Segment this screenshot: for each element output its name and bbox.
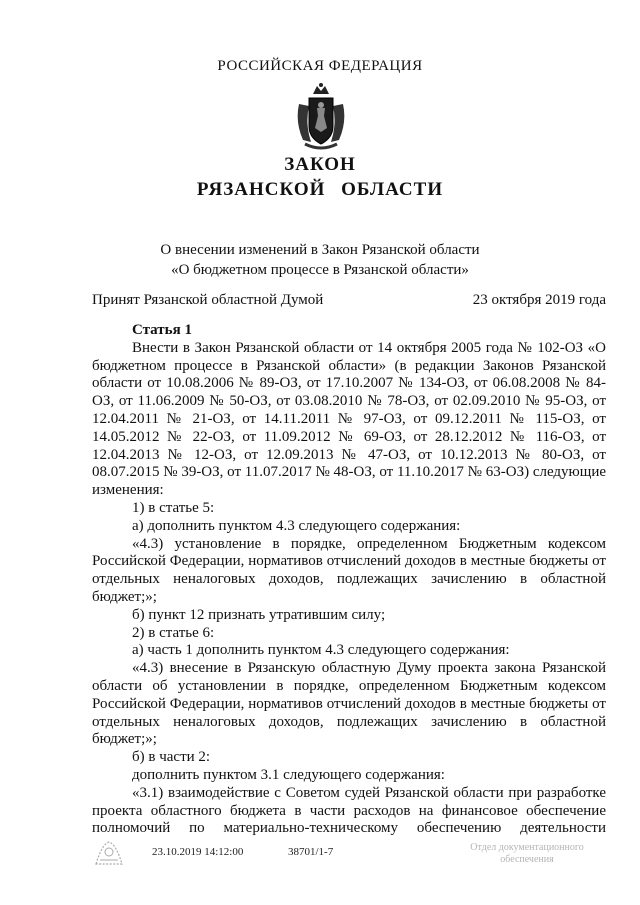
law-subject-line-1: О внесении изменений в Закон Рязанской области <box>160 242 480 258</box>
law-title-line-2: РЯЗАНСКОЙ ОБЛАСТИ <box>196 179 444 200</box>
footer-document-number: 38701/1-7 <box>288 846 334 858</box>
adopted-by: Принят Рязанской областной Думой <box>92 292 324 308</box>
adoption-date: 23 октября 2019 года <box>472 292 606 308</box>
paragraph-item-1a: а) дополнить пунктом 4.3 следующего содержания: <box>132 517 461 534</box>
article-heading: Статья 1 <box>132 322 192 338</box>
paragraph-quote-4-3-b: «4.3) внесение в Рязанскую областную Думу проекта закона Рязанской области об установлении в порядке, определенном Бюджетным кодексом Российской Федерации, нормативов отчислений доходов в местные бюджеты от отдельных неналоговых доходов, подлежащих зачислению в областной бюджет;»; <box>92 660 606 748</box>
paragraph-item-2: 2) в статье 6: <box>132 624 215 641</box>
paragraph-quote-3-1: «3.1) взаимодействие с Советом судей Рязанской области при разработке проекта областного бюджета в части расходов на финансовое обеспечение полномочий по материально-техническому обеспечению деятельности <box>92 784 606 837</box>
paragraph-item-2b: б) в части 2: <box>132 749 211 766</box>
faded-stamp-line-1: Отдел документационного <box>470 842 584 853</box>
law-title <box>0 152 640 202</box>
registration-stamp-icon <box>92 838 126 868</box>
law-body <box>92 322 606 838</box>
paragraph-item-1: 1) в статье 5: <box>132 499 215 516</box>
faded-stamp-line-2: обеспечения <box>500 854 554 865</box>
law-title-line-1: ЗАКОН <box>284 154 356 175</box>
paragraph-item-2a: а) часть 1 дополнить пунктом 4.3 следующего содержания: <box>132 642 510 659</box>
article-intro-paragraph: Внести в Закон Рязанской области от 14 октября 2005 года № 102-ОЗ «О бюджетном процессе в Рязанской области» (в редакции Законов Рязанской области от 10.08.2006 № 89-ОЗ, от 17.10.2007 № 134-ОЗ, от 06.08.2008 № 84-ОЗ, от 11.06.2009 № 50-ОЗ, от 03.08.2010 № 78-ОЗ, от 02.09.2010 № 95-ОЗ, от 12.04.2011 № 21-ОЗ, от 14.11.2011 № 97-ОЗ, от 09.12.2011 № 115-ОЗ, от 14.05.2012 № 22-ОЗ, от 11.09.2012 № 69-ОЗ, от 28.12.2012 № 116-ОЗ, от 12.04.2013 № 12-ОЗ, от 12.09.2013 № 47-ОЗ, от 10.12.2013 № 80-ОЗ, от 08.07.2015 № 39-ОЗ, от 11.07.2017 № 48-ОЗ, от 11.10.2017 № 63-ОЗ) следующие изменения: <box>92 339 606 499</box>
country-heading: РОССИЙСКАЯ ФЕДЕРАЦИЯ <box>217 58 423 74</box>
footer-timestamp: 23.10.2019 14:12:00 <box>152 846 244 858</box>
paragraph-quote-4-3: «4.3) установление в порядке, определенном Бюджетным кодексом Российской Федерации, нормативов отчислений доходов в местные бюджеты от отдельных неналоговых доходов, подлежащих зачислению в областной бюджет;»; <box>92 535 606 605</box>
paragraph-item-1b: б) пункт 12 признать утратившим силу; <box>132 606 386 623</box>
paragraph-supplement: дополнить пунктом 3.1 следующего содержания: <box>132 766 445 783</box>
law-subject-line-2: «О бюджетном процессе в Рязанской области» <box>171 262 469 278</box>
coat-of-arms-icon <box>291 82 351 152</box>
law-subject <box>0 240 640 280</box>
faded-department-stamp <box>452 842 602 866</box>
document-footer <box>0 838 640 878</box>
